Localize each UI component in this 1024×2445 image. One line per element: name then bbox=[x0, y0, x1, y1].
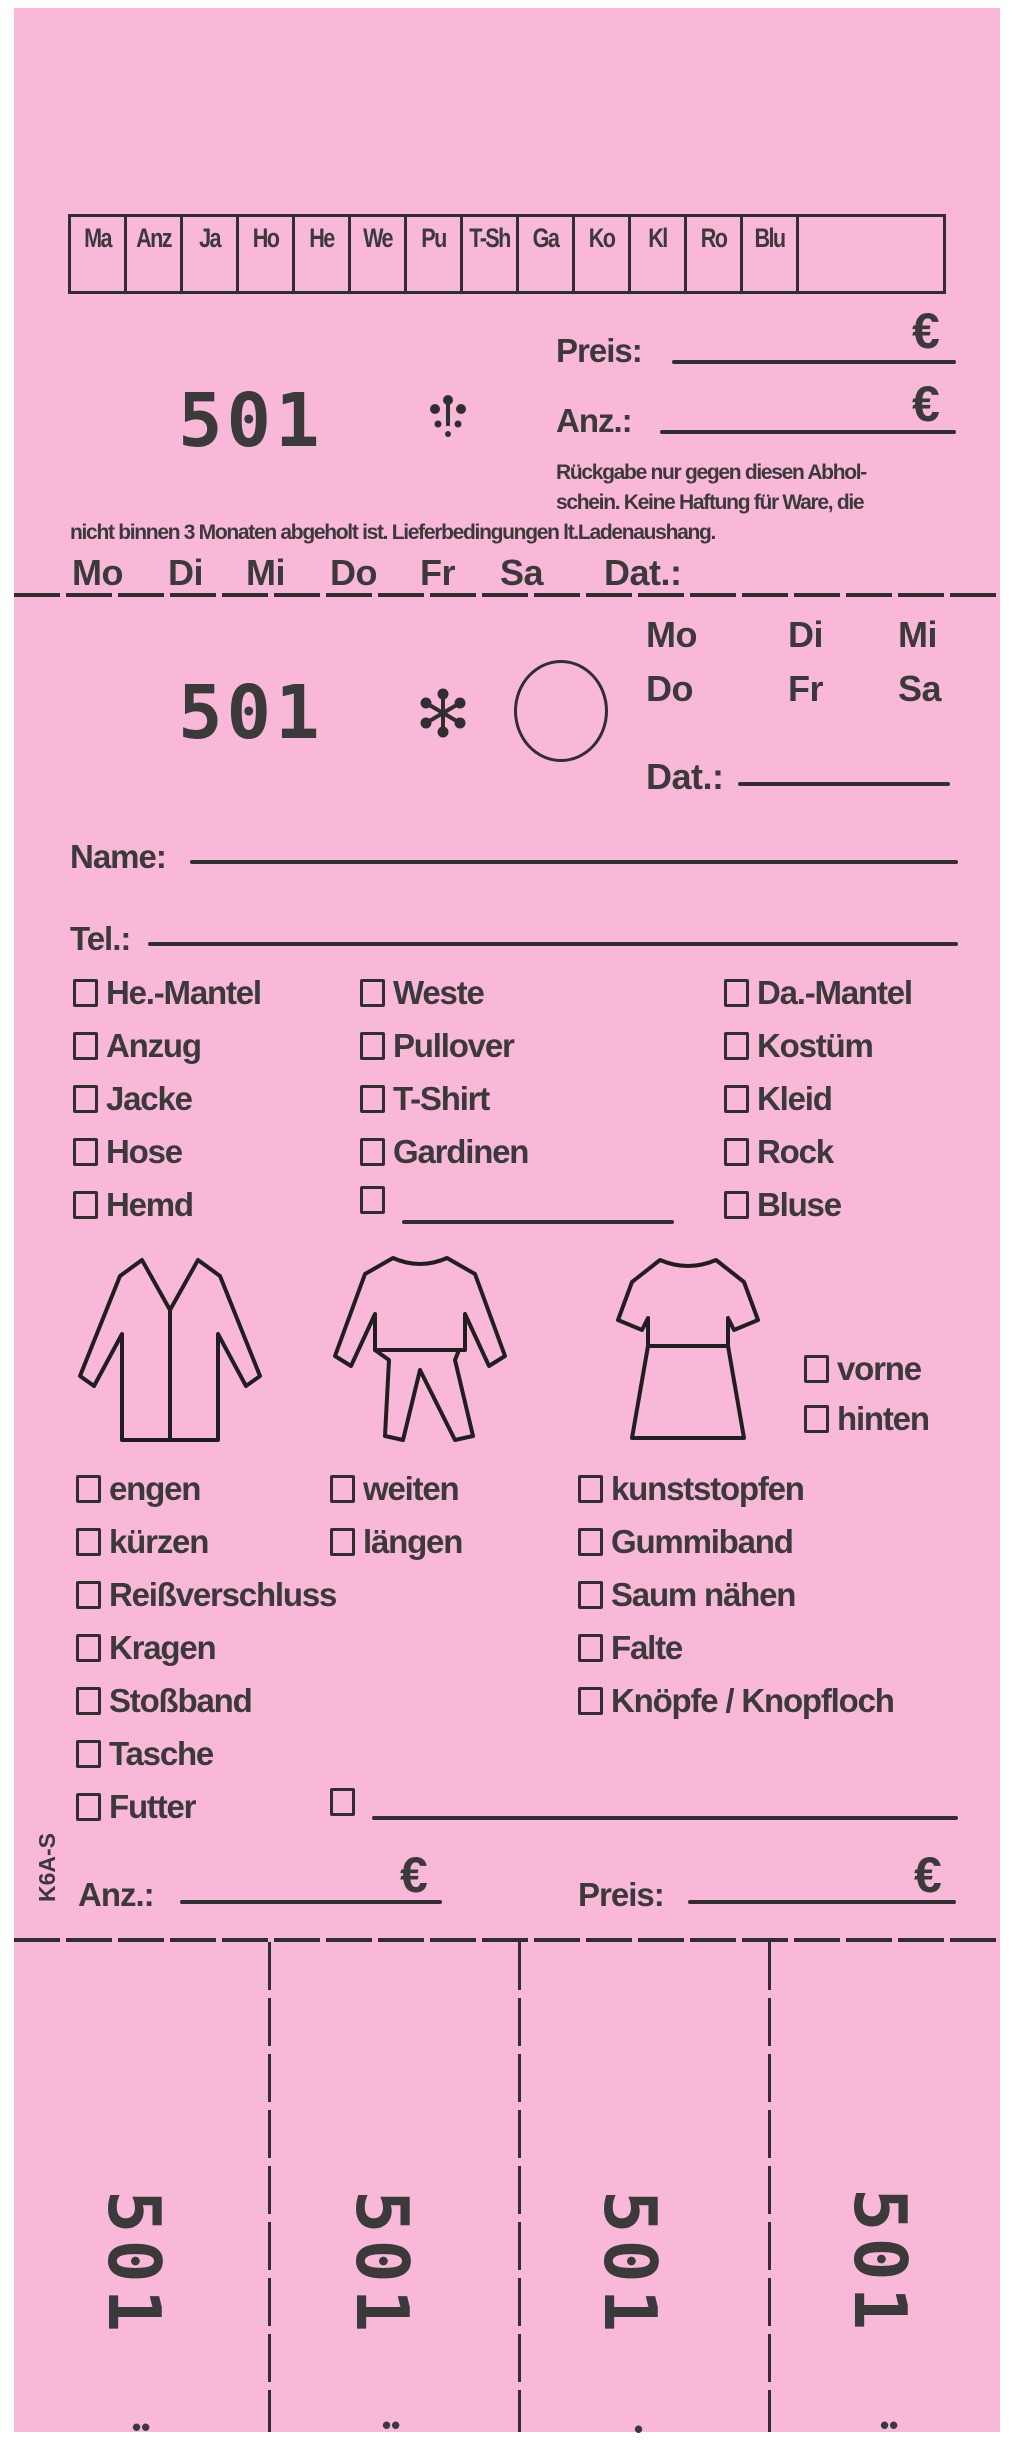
dress-figure-icon[interactable] bbox=[618, 1260, 758, 1438]
checkbox-icon[interactable] bbox=[73, 979, 98, 1007]
checkbox-label: Gardinen bbox=[393, 1133, 529, 1170]
deposit-label: Anz.: bbox=[556, 402, 632, 439]
checkbox-icon[interactable] bbox=[76, 1475, 101, 1503]
checkbox-gummiband[interactable] bbox=[578, 1523, 793, 1561]
checkbox-saum-naehen[interactable] bbox=[578, 1576, 795, 1614]
checkbox-icon[interactable] bbox=[360, 979, 385, 1007]
code-cell[interactable] bbox=[743, 217, 799, 291]
checkbox-falte[interactable] bbox=[578, 1629, 682, 1667]
checkbox-icon[interactable] bbox=[73, 1138, 98, 1166]
checkbox-hose[interactable] bbox=[73, 1133, 182, 1171]
checkbox-kuerzen[interactable] bbox=[76, 1523, 208, 1561]
code-cell[interactable] bbox=[127, 217, 183, 291]
code-label: We bbox=[363, 223, 392, 253]
checkbox-t-shirt[interactable] bbox=[360, 1080, 489, 1118]
checkbox-label: Saum nähen bbox=[611, 1576, 796, 1613]
other-alteration-field[interactable] bbox=[372, 1816, 958, 1820]
code-label: Ja bbox=[199, 223, 220, 253]
code-cell[interactable] bbox=[295, 217, 351, 291]
date-label: Dat.: bbox=[646, 756, 724, 797]
checkbox-hemd[interactable] bbox=[73, 1186, 193, 1224]
checkbox-pullover[interactable] bbox=[360, 1027, 514, 1065]
code-cell[interactable] bbox=[575, 217, 631, 291]
checkbox-label: Hemd bbox=[106, 1186, 193, 1223]
mark-icon: • bbox=[634, 2414, 644, 2444]
checkbox-weste[interactable] bbox=[360, 974, 484, 1012]
tear-tab-number[interactable]: 501 bbox=[340, 2190, 424, 2339]
checkbox-icon[interactable] bbox=[578, 1687, 603, 1715]
code-label: Blu bbox=[754, 223, 785, 253]
code-cell[interactable] bbox=[351, 217, 407, 291]
code-label: Anz bbox=[136, 223, 171, 253]
euro-sign: € bbox=[912, 376, 940, 432]
checkbox-label: Rock bbox=[757, 1133, 833, 1170]
date-field[interactable] bbox=[738, 782, 950, 786]
checkbox-label: Stoßband bbox=[109, 1682, 252, 1719]
euro-sign: € bbox=[912, 303, 940, 359]
checkbox-icon[interactable] bbox=[360, 1186, 385, 1214]
checkbox-icon[interactable] bbox=[724, 979, 749, 1007]
checkbox-kostuem[interactable] bbox=[724, 1027, 873, 1065]
phone-field[interactable] bbox=[148, 942, 958, 946]
date-label: Dat.: bbox=[604, 552, 682, 593]
name-label: Name: bbox=[70, 838, 166, 875]
day-di[interactable]: Di bbox=[788, 614, 823, 655]
checkbox-label: Reißverschluss bbox=[109, 1576, 337, 1613]
suit-figure-icon[interactable] bbox=[335, 1258, 505, 1440]
phone-label: Tel.: bbox=[70, 920, 131, 957]
tab-divider[interactable] bbox=[268, 1942, 271, 2432]
day-sa[interactable]: Sa bbox=[500, 552, 544, 593]
checkbox-label: Weste bbox=[393, 974, 484, 1011]
code-label: Ho bbox=[252, 223, 279, 253]
code-cell[interactable] bbox=[687, 217, 743, 291]
price-label: Preis: bbox=[556, 332, 642, 369]
checkbox-icon[interactable] bbox=[578, 1634, 603, 1662]
checkbox-label: Kostüm bbox=[757, 1027, 873, 1064]
checkbox-icon[interactable] bbox=[76, 1793, 101, 1821]
checkbox-laengen[interactable] bbox=[330, 1523, 462, 1561]
disclaimer-line-1: Rückgabe nur gegen diesen Abhol- bbox=[556, 461, 866, 484]
checkbox-stossband[interactable] bbox=[76, 1682, 252, 1720]
code-cell[interactable] bbox=[183, 217, 239, 291]
checkbox-gardinen[interactable] bbox=[360, 1133, 528, 1171]
checkbox-vorne[interactable] bbox=[804, 1350, 921, 1388]
checkbox-label: engen bbox=[109, 1470, 201, 1507]
euro-sign: € bbox=[914, 1847, 942, 1903]
checkbox-icon[interactable] bbox=[73, 1191, 98, 1219]
code-cell[interactable] bbox=[71, 217, 127, 291]
checkbox-da-mantel[interactable] bbox=[724, 974, 912, 1012]
day-mo[interactable]: Mo bbox=[646, 614, 697, 655]
name-field[interactable] bbox=[190, 860, 958, 864]
disclaimer-line-3: nicht binnen 3 Monaten abgeholt ist. Lieferbedingungen lt.Ladenaushang. bbox=[70, 521, 716, 544]
checkbox-label: Da.-Mantel bbox=[757, 974, 912, 1011]
checkbox-weiten[interactable] bbox=[330, 1470, 459, 1508]
code-label: Kl bbox=[648, 223, 667, 253]
checkbox-anzug[interactable] bbox=[73, 1027, 201, 1065]
tab-divider[interactable] bbox=[768, 1942, 771, 2432]
code-cell[interactable] bbox=[239, 217, 295, 291]
mark-icon: •• bbox=[382, 2410, 401, 2440]
tab-divider[interactable] bbox=[518, 1942, 521, 2432]
checkbox-label: Futter bbox=[109, 1788, 196, 1825]
checkbox-icon[interactable] bbox=[330, 1528, 355, 1556]
mark-icon: •• bbox=[880, 2410, 899, 2440]
checkbox-icon[interactable] bbox=[76, 1634, 101, 1662]
day-mi[interactable]: Mi bbox=[898, 614, 937, 655]
ticket-number: 501 bbox=[178, 378, 324, 464]
day-di[interactable]: Di bbox=[168, 552, 203, 593]
code-cell-blank[interactable] bbox=[799, 217, 943, 291]
day-mo[interactable]: Mo bbox=[72, 552, 123, 593]
checkbox-icon[interactable] bbox=[724, 1032, 749, 1060]
disclaimer-line-2: schein. Keine Haftung für Ware, die bbox=[556, 491, 864, 514]
day-fr[interactable]: Fr bbox=[420, 552, 455, 593]
coat-figure-icon[interactable] bbox=[70, 1248, 270, 1448]
day-mi[interactable]: Mi bbox=[246, 552, 285, 593]
tear-tab-number[interactable]: 501 bbox=[838, 2188, 922, 2337]
checkbox-label: längen bbox=[363, 1523, 463, 1560]
checkbox-icon[interactable] bbox=[76, 1581, 101, 1609]
code-cell[interactable] bbox=[463, 217, 519, 291]
checkbox-rock[interactable] bbox=[724, 1133, 833, 1171]
checkbox-label: hinten bbox=[837, 1400, 929, 1437]
code-label: Ro bbox=[700, 223, 727, 253]
asterisk-icon bbox=[418, 688, 468, 743]
perforation-line[interactable] bbox=[14, 1938, 1000, 1942]
checkbox-icon[interactable] bbox=[724, 1085, 749, 1113]
snowflake-icon bbox=[426, 392, 470, 447]
checkbox-label: Kragen bbox=[109, 1629, 216, 1666]
checkbox-icon[interactable] bbox=[804, 1405, 829, 1433]
checkbox-bluse[interactable] bbox=[724, 1186, 841, 1224]
checkbox-icon[interactable] bbox=[804, 1355, 829, 1383]
checkbox-icon[interactable] bbox=[578, 1475, 603, 1503]
checkbox-futter[interactable] bbox=[76, 1788, 195, 1826]
checkbox-icon[interactable] bbox=[73, 1085, 98, 1113]
checkbox-he-mantel[interactable] bbox=[73, 974, 261, 1012]
checkbox-other-alteration[interactable] bbox=[330, 1788, 363, 1816]
price-label: Preis: bbox=[578, 1876, 664, 1913]
checkbox-icon[interactable] bbox=[578, 1581, 603, 1609]
checkbox-label: Pullover bbox=[393, 1027, 514, 1064]
checkbox-jacke[interactable] bbox=[73, 1080, 192, 1118]
checkbox-reissverschluss[interactable] bbox=[76, 1576, 336, 1614]
checkbox-label: Falte bbox=[611, 1629, 683, 1666]
code-label: Ga bbox=[532, 223, 559, 253]
checkbox-label: Bluse bbox=[757, 1186, 841, 1223]
form-code: K6A-S bbox=[34, 1832, 60, 1902]
tear-tab-number[interactable]: 501 bbox=[92, 2190, 176, 2339]
perforation-line[interactable] bbox=[14, 593, 1000, 597]
code-label: He bbox=[309, 223, 334, 253]
checkbox-other-garment[interactable] bbox=[360, 1186, 393, 1214]
checkbox-kleid[interactable] bbox=[724, 1080, 832, 1118]
checkbox-label: Kleid bbox=[757, 1080, 832, 1117]
tear-tab-number[interactable]: 501 bbox=[588, 2190, 672, 2339]
day-do[interactable]: Do bbox=[330, 552, 377, 593]
deposit-label: Anz.: bbox=[78, 1876, 154, 1913]
checkbox-label: weiten bbox=[363, 1470, 459, 1507]
checkbox-label: kunststopfen bbox=[611, 1470, 804, 1507]
checkbox-label: He.-Mantel bbox=[106, 974, 261, 1011]
day-sa[interactable]: Sa bbox=[898, 668, 942, 709]
checkbox-label: Anzug bbox=[106, 1027, 201, 1064]
checkbox-kunststopfen[interactable] bbox=[578, 1470, 804, 1508]
code-cell[interactable] bbox=[519, 217, 575, 291]
garment-code-table bbox=[68, 214, 946, 294]
punch-circle[interactable] bbox=[514, 660, 608, 762]
checkbox-icon[interactable] bbox=[73, 1032, 98, 1060]
code-label: Ko bbox=[588, 223, 615, 253]
checkbox-label: Knöpfe / Knopfloch bbox=[611, 1682, 894, 1719]
code-cell[interactable] bbox=[407, 217, 463, 291]
checkbox-icon[interactable] bbox=[724, 1191, 749, 1219]
checkbox-hinten[interactable] bbox=[804, 1400, 929, 1438]
ticket-number: 501 bbox=[178, 670, 324, 756]
checkbox-label: Gummiband bbox=[611, 1523, 793, 1560]
code-label: T-Sh bbox=[469, 223, 510, 253]
price-field[interactable] bbox=[672, 360, 956, 364]
checkbox-icon[interactable] bbox=[330, 1788, 355, 1816]
checkbox-knoepfe[interactable] bbox=[578, 1682, 894, 1720]
checkbox-icon[interactable] bbox=[76, 1528, 101, 1556]
checkbox-icon[interactable] bbox=[360, 1138, 385, 1166]
checkbox-icon[interactable] bbox=[724, 1138, 749, 1166]
day-do[interactable]: Do bbox=[646, 668, 693, 709]
mark-icon: •• bbox=[132, 2412, 151, 2442]
other-garment-field[interactable] bbox=[402, 1220, 674, 1224]
checkbox-label: Jacke bbox=[106, 1080, 192, 1117]
checkbox-icon[interactable] bbox=[360, 1032, 385, 1060]
checkbox-icon[interactable] bbox=[330, 1475, 355, 1503]
checkbox-icon[interactable] bbox=[76, 1740, 101, 1768]
checkbox-label: Hose bbox=[106, 1133, 182, 1170]
checkbox-icon[interactable] bbox=[360, 1085, 385, 1113]
checkbox-icon[interactable] bbox=[76, 1687, 101, 1715]
euro-sign: € bbox=[400, 1847, 428, 1903]
checkbox-label: vorne bbox=[837, 1350, 921, 1387]
checkbox-label: kürzen bbox=[109, 1523, 209, 1560]
day-fr[interactable]: Fr bbox=[788, 668, 823, 709]
code-label: Ma bbox=[84, 223, 111, 253]
code-label: Pu bbox=[421, 223, 446, 253]
code-cell[interactable] bbox=[631, 217, 687, 291]
checkbox-label: T-Shirt bbox=[393, 1080, 490, 1117]
checkbox-icon[interactable] bbox=[578, 1528, 603, 1556]
checkbox-label: Tasche bbox=[109, 1735, 214, 1772]
checkbox-kragen[interactable] bbox=[76, 1629, 216, 1667]
checkbox-engen[interactable] bbox=[76, 1470, 200, 1508]
checkbox-tasche[interactable] bbox=[76, 1735, 213, 1773]
